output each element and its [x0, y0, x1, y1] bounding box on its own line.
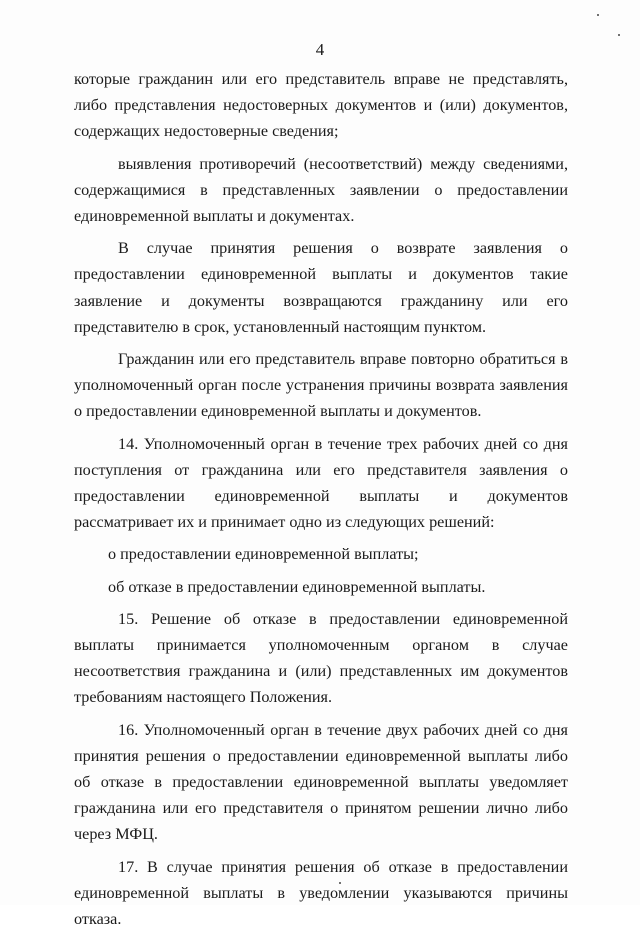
scan-speck: [339, 882, 341, 884]
paragraph-decision-refuse: об отказе в предоставлении единовременной выплаты.: [108, 577, 486, 596]
scan-speck: [597, 14, 599, 16]
page-number: 4: [315, 40, 325, 59]
paragraph-return-decision: В случае принятия решения о возврате заявления о предоставлении единовременной выплаты и документов такие заявление и документы возвращаются гражданину или его представителю в срок, установленный настоящим пунктом.: [74, 239, 568, 336]
paragraph-clause-16: 16. Уполномоченный орган в течение двух рабочих дней со дня принятия решения о предоставлении единовременной выплаты либо об отказе в предоставлении единовременной выплаты уведомляет гражданина или его представителя о принятом решении лично либо через МФЦ.: [74, 720, 568, 844]
paragraph-continuation: которые гражданин или его представитель вправе не представлять, либо представления недостоверных документов и (или) документов, содержащих недостоверные сведения;: [74, 70, 568, 141]
paragraph-reapply: Гражданин или его представитель вправе повторно обратиться в уполномоченный орган после устранения причины возврата заявления о предоставлении единовременной выплаты и документов.: [74, 350, 568, 421]
paragraph-decision-grant: о предоставлении единовременной выплаты;: [108, 545, 419, 564]
paragraph-clause-15: 15. Решение об отказе в предоставлении единовременной выплаты принимается уполномоченным органом в случае несоответствия гражданина и (или) представленных им документов требованиям настоящего Положения.: [74, 609, 568, 707]
paragraph-clause-17: 17. В случае принятия решения об отказе в предоставлении единовременной выплаты в уведомлении указываются причины отказа.: [74, 857, 568, 929]
scan-speck: [618, 34, 620, 36]
document-body: [74, 66, 568, 932]
paragraph-clause-14: 14. Уполномоченный орган в течение трех рабочих дней со дня поступления от гражданина или его представителя заявления о предоставлении единовременной выплаты и документов рассматривает их и принимает одно из следующих решений:: [74, 434, 568, 532]
paragraph-contradictions: выявления противоречий (несоответствий) между сведениями, содержащимися в представленных заявлении о предоставлении единовременной выплаты и документах.: [74, 154, 568, 226]
